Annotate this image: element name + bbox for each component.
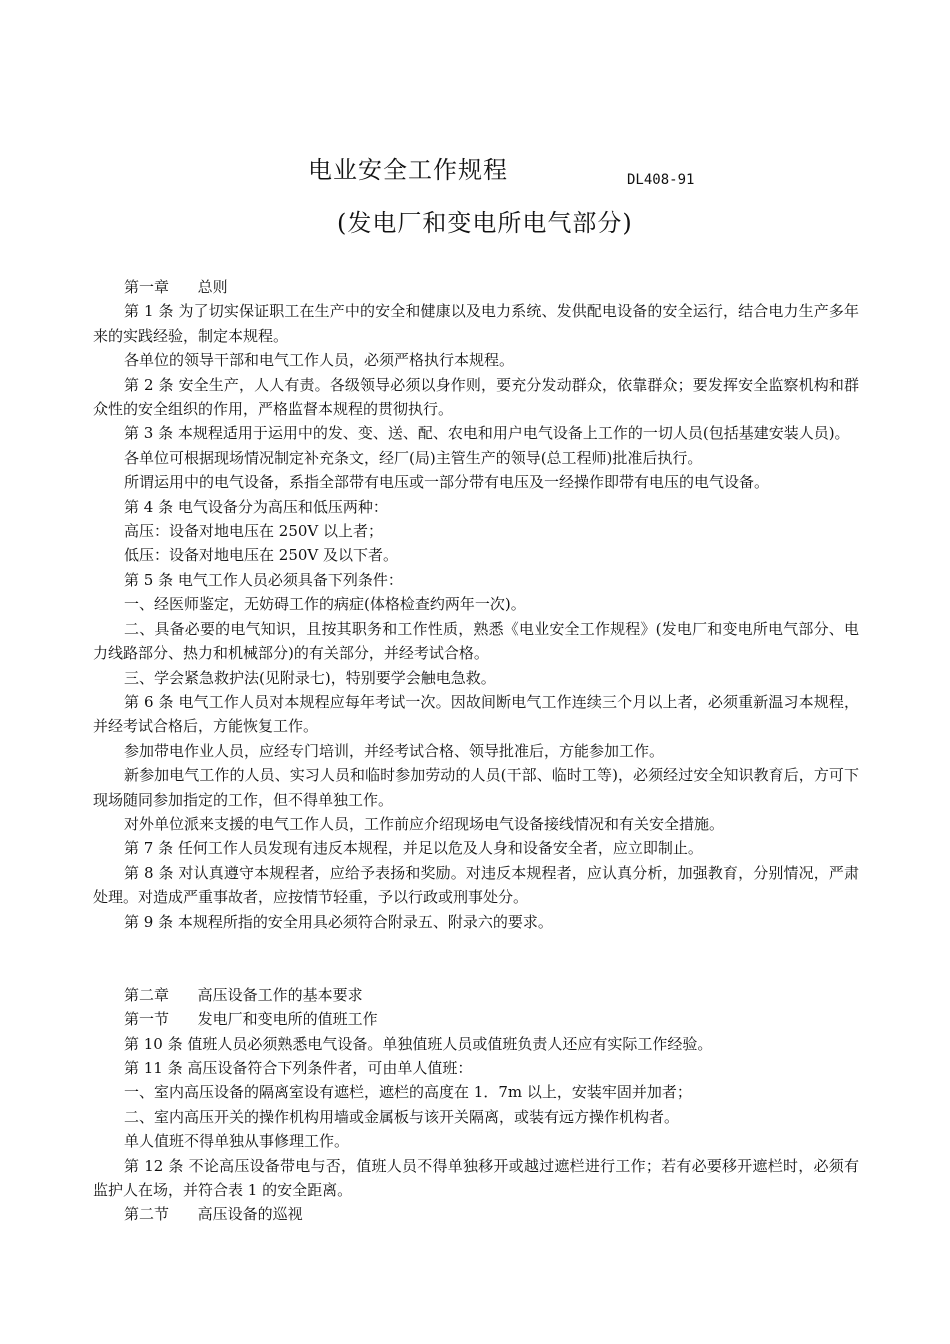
document-subtitle: (发电厂和变电所电气部分) bbox=[337, 209, 633, 237]
chapter-heading: 第二章 高压设备工作的基本要求 bbox=[124, 985, 363, 1004]
article-paragraph: 三、学会紧急救护法(见附录七)，特别要学会触电急救。 bbox=[124, 668, 496, 687]
article-paragraph: 第 8 条 对认真遵守本规程者，应给予表扬和奖励。对违反本规程者，应认真分析，加强教育，分别情况，严肃处理。对造成严重事故者，应按情节轻重，予以行政或刑事处分。 bbox=[93, 863, 859, 907]
article-paragraph: 所谓运用中的电气设备，系指全部带有电压或一部分带有电压及一经操作即带有电压的电气设备。 bbox=[124, 473, 770, 492]
article-paragraph: 第 12 条 不论高压设备带电与否，值班人员不得单独移开或越过遮栏进行工作；若有必要移开遮栏时，必须有监护人在场，并符合表 1 的安全距离。 bbox=[93, 1156, 859, 1200]
article-paragraph: 单人值班不得单独从事修理工作。 bbox=[124, 1132, 350, 1151]
article-paragraph: 第 4 条 电气设备分为高压和低压两种： bbox=[124, 497, 388, 516]
document-code: DL408-91 bbox=[627, 172, 695, 188]
article-paragraph: 第 10 条 值班人员必须熟悉电气设备。单独值班人员或值班负责人还应有实际工作经验。 bbox=[124, 1034, 713, 1053]
article-paragraph: 第 11 条 高压设备符合下列条件者，可由单人值班： bbox=[124, 1058, 473, 1077]
article-paragraph: 二、室内高压开关的操作机构用墙或金属板与该开关隔离，或装有远方操作机构者。 bbox=[124, 1107, 680, 1126]
section-heading: 第二节 高压设备的巡视 bbox=[124, 1205, 303, 1224]
article-paragraph: 第 1 条 为了切实保证职工在生产中的安全和健康以及电力系统、发供配电设备的安全运行，结合电力生产多年来的实践经验，制定本规程。 bbox=[93, 302, 859, 345]
article-paragraph: 对外单位派来支援的电气工作人员，工作前应介绍现场电气设备接线情况和有关安全措施。 bbox=[124, 814, 725, 833]
document-title: 电业安全工作规程 bbox=[308, 156, 508, 184]
article-paragraph: 二、具备必要的电气知识，且按其职务和工作性质，熟悉《电业安全工作规程》(发电厂和变电所电气部分、电力线路部分、热力和机械部分)的有关部分，并经考试合格。 bbox=[93, 619, 859, 663]
article-paragraph: 第 7 条 任何工作人员发现有违反本规程，并足以危及人身和设备安全者，应立即制止。 bbox=[124, 839, 703, 858]
article-paragraph: 一、室内高压设备的隔离室设有遮栏，遮栏的高度在 1．7m 以上，安装牢固并加者； bbox=[124, 1083, 692, 1102]
article-paragraph: 一、经医师鉴定，无妨碍工作的病症(体格检查约两年一次)。 bbox=[124, 595, 526, 614]
article-paragraph: 第 5 条 电气工作人员必须具备下列条件： bbox=[124, 570, 403, 589]
chapter-spacer bbox=[93, 934, 859, 983]
article-paragraph: 各单位的领导干部和电气工作人员，必须严格执行本规程。 bbox=[124, 351, 515, 370]
article-paragraph: 高压：设备对地电压在 250V 以上者； bbox=[124, 522, 384, 541]
article-paragraph: 第 9 条 本规程所指的安全用具必须符合附录五、附录六的要求。 bbox=[124, 912, 553, 931]
article-paragraph: 各单位可根据现场情况制定补充条文，经厂(局)主管生产的领导(总工程师)批准后执行。 bbox=[124, 448, 703, 467]
article-paragraph: 第 2 条 安全生产，人人有责。各级领导必须以身作则，要充分发动群众，依靠群众；要发挥安全监察机构和群众性的安全组织的作用，严格监督本规程的贯彻执行。 bbox=[93, 375, 859, 419]
article-paragraph: 新参加电气工作的人员、实习人员和临时参加劳动的人员(干部、临时工等)，必须经过安全知识教育后，方可下现场随同参加指定的工作，但不得单独工作。 bbox=[93, 766, 859, 809]
article-paragraph: 第 3 条 本规程适用于运用中的发、变、送、配、农电和用户电气设备上工作的一切人员(包括基建安装人员)。 bbox=[124, 424, 850, 443]
chapter-heading: 第一章 总则 bbox=[124, 278, 228, 296]
article-paragraph: 低压：设备对地电压在 250V 及以下者。 bbox=[124, 546, 399, 565]
document-body bbox=[93, 275, 859, 1227]
article-paragraph: 参加带电作业人员，应经专门培训，并经考试合格、领导批准后，方能参加工作。 bbox=[124, 741, 665, 760]
section-heading: 第一节 发电厂和变电所的值班工作 bbox=[124, 1010, 378, 1029]
article-paragraph: 第 6 条 电气工作人员对本规程应每年考试一次。因故间断电气工作连续三个月以上者，必须重新温习本规程，并经考试合格后，方能恢复工作。 bbox=[93, 692, 859, 736]
